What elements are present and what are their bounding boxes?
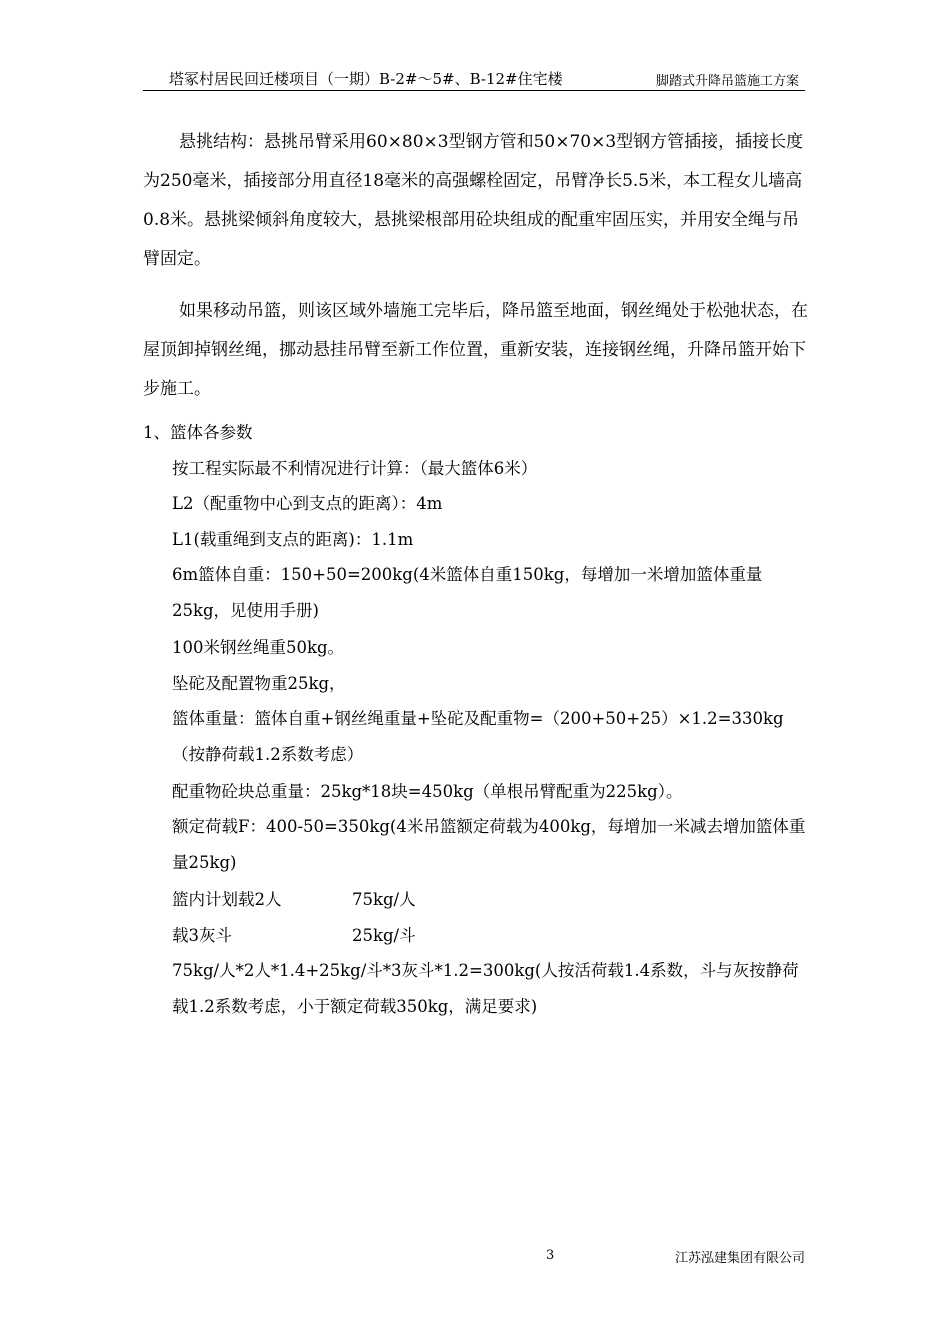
header-project-title: 塔冢村居民回迁楼项目（一期）B-2#～5#、B-12#住宅楼 <box>169 70 563 88</box>
page-number: 3 <box>546 1248 555 1263</box>
section-title: 1、篮体各参数 <box>143 423 253 442</box>
calc-basis: 按工程实际最不利情况进行计算：（最大篮体6米） <box>172 459 538 478</box>
basket-self-weight: 6m篮体自重：150+50=200kg(4米篮体自重150kg，每增加一米增加篮体重量25kg，见使用手册) <box>172 565 763 620</box>
footer-company: 江苏泓建集团有限公司 <box>674 1251 805 1266</box>
buckets-label: 载3灰斗 <box>172 926 232 945</box>
persons-label: 篮内计划载2人 <box>172 890 282 909</box>
counterweight: 坠砣及配置物重25kg， <box>172 674 346 693</box>
rated-load: 额定荷载F：400-50=350kg(4米吊篮额定荷载为400kg，每增加一米减去增加篮体重量25kg) <box>172 817 806 872</box>
block-weight: 配重物砼块总重量：25kg*18块=450kg（单根吊臂配重为225kg）。 <box>172 782 683 801</box>
param-l1: L1(载重绳到支点的距离)：1.1m <box>172 530 414 549</box>
page-header <box>143 66 805 91</box>
persons-value: 75kg/人 <box>352 890 416 909</box>
buckets-value: 25kg/斗 <box>352 926 416 945</box>
header-document-title: 脚踏式升降吊篮施工方案 <box>655 74 799 89</box>
paragraph-moving-basket: 如果移动吊篮，则该区域外墙施工完毕后，降吊篮至地面，钢丝绳处于松弛状态，在屋顶卸掉钢丝绳，挪动悬挂吊臂至新工作位置，重新安装，连接钢丝绳，升降吊篮开始下步施工。 <box>143 301 808 399</box>
basket-total-weight: 篮体重量：篮体自重+钢丝绳重量+坠砣及配重物=（200+50+25）×1.2=330kg（按静荷载1.2系数考虑） <box>172 709 784 764</box>
total-load-calc: 75kg/人*2人*1.4+25kg/斗*3灰斗*1.2=300kg(人按活荷载1.4系数，斗与灰按静荷载1.2系数考虑，小于额定荷载350kg，满足要求) <box>172 961 799 1016</box>
rope-weight: 100米钢丝绳重50kg。 <box>172 638 345 657</box>
param-l2: L2（配重物中心到支点的距离）：4m <box>172 494 443 513</box>
paragraph-cantilever-structure: 悬挑结构：悬挑吊臂采用60×80×3型钢方管和50×70×3型钢方管插接，插接长度为250毫米，插接部分用直径18毫米的高强螺栓固定，吊臂净长5.5米，本工程女儿墙高0.8米。悬挑梁倾斜角度较大，悬挑梁根部用砼块组成的配重牢固压实，并用安全绳与吊臂固定。 <box>143 132 804 269</box>
